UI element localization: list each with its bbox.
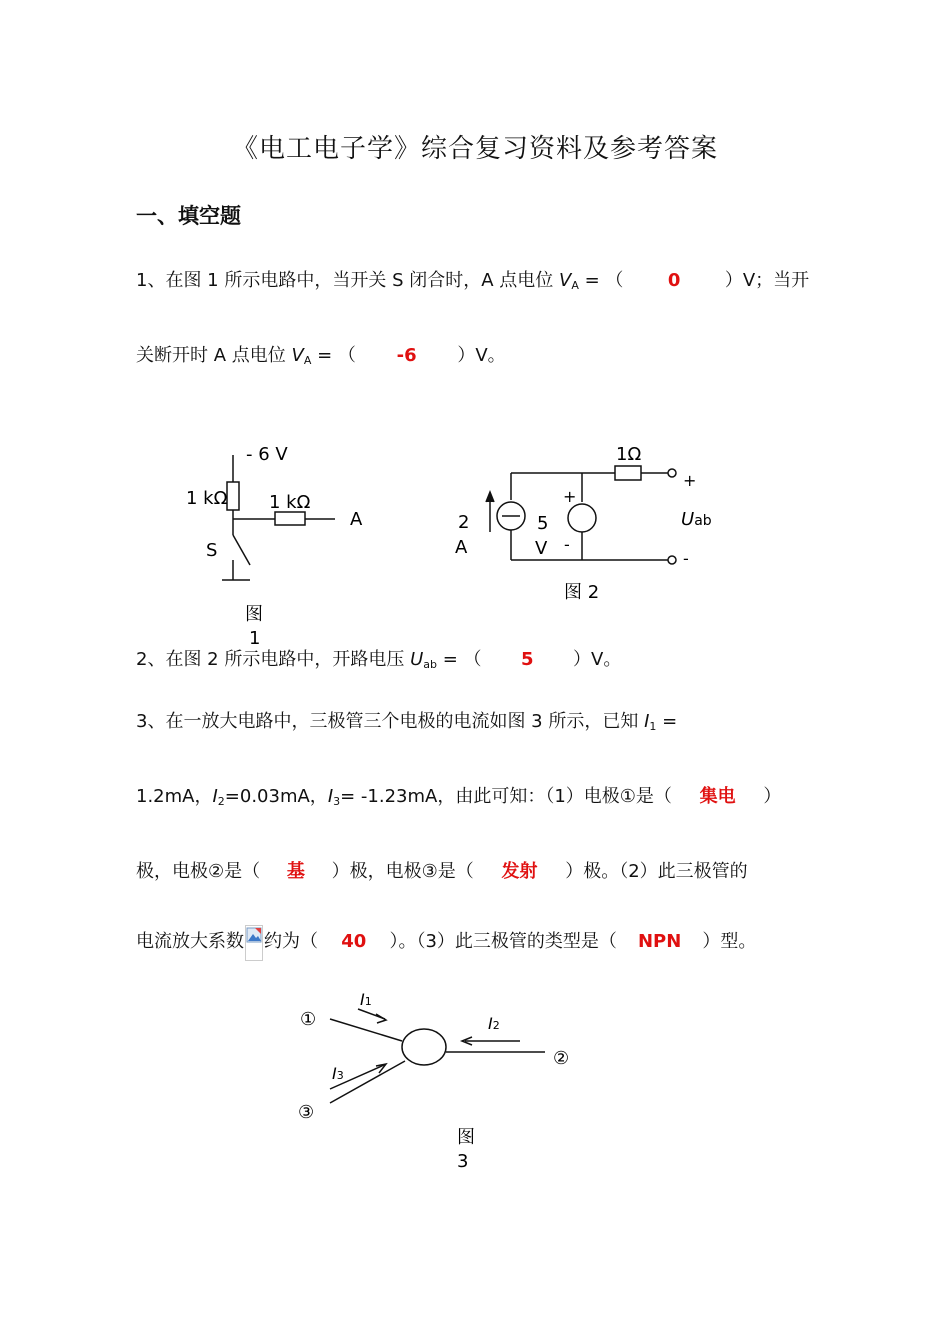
q1-text-b: ）V；当开 [724, 270, 810, 291]
q3-answer-5: NPN [637, 931, 682, 952]
q1-text: 1、在图 1 所示电路中，当开关 S 闭合时，A 点电位 [136, 270, 554, 291]
fig1-switch-blade [233, 535, 250, 565]
fig2-vs-val-1: 5 [537, 513, 549, 534]
q3-text-2d: ） [763, 786, 782, 807]
fig1-resistor-2 [275, 512, 305, 525]
figure-2-circuit [450, 440, 730, 610]
page-title: 《电工电子学》综合复习资料及参考答案 [231, 134, 718, 164]
q1-var: V [558, 270, 572, 291]
fig3-i2: I [488, 1014, 493, 1033]
fig3-transistor-body [402, 1029, 446, 1065]
fig3-i1: I [360, 990, 365, 1009]
fig3-i3: I [332, 1064, 337, 1083]
fig1-switch-label: S [206, 540, 218, 561]
fig2-u-label [681, 509, 712, 530]
fig3-electrode-3: ③ [298, 1102, 315, 1123]
q3-text-4c: ）。（3）此三极管的类型是（ [389, 931, 617, 952]
question-2 [136, 645, 621, 671]
q3-text-2a: 1.2mA， [136, 786, 213, 807]
fig1-supply-label: - 6 V [246, 444, 288, 465]
fig2-r-label: 1Ω [616, 444, 642, 465]
q3-answer-2: 基 [286, 861, 305, 882]
fig2-u-sub: ab [694, 513, 712, 529]
q3-answer-1: 集电 [699, 786, 736, 807]
q1-text-c: 关断开时 A 点电位 [136, 345, 286, 366]
question-3-line-1 [136, 707, 677, 733]
fig2-terminal-bottom [668, 556, 676, 564]
q3-eq: = [656, 711, 678, 732]
q3-text-3b: ）极，电极③是（ [331, 861, 474, 882]
question-3-line-2 [136, 782, 781, 808]
question-3-line-4 [136, 925, 756, 961]
q2-answer: 5 [521, 649, 534, 670]
fig3-electrode-3-wire [330, 1061, 405, 1103]
q3-text-3a: 极，电极②是（ [136, 861, 261, 882]
fig2-cs-val-2: A [455, 537, 468, 558]
fig2-vs-minus: - [564, 535, 570, 554]
fig2-u: U [681, 509, 695, 530]
q3-i2: I [212, 786, 218, 807]
fig3-electrode-2: ② [553, 1048, 570, 1069]
fig2-voltage-source [568, 504, 596, 532]
figure-1-circuit [170, 430, 400, 660]
fig3-i3-sub: 3 [336, 1069, 344, 1082]
fig2-cs-val-1: 2 [458, 512, 470, 533]
q3-text-4b: 约为（ [264, 931, 318, 952]
fig2-vs-val-2: V [535, 538, 548, 559]
q1-text-d: ）V。 [457, 345, 506, 366]
fig3-caption-1: 图 [457, 1127, 475, 1148]
fig3-electrode-1: ① [300, 1009, 317, 1030]
q3-answer-3: 发射 [501, 861, 538, 882]
question-3-line-3 [136, 857, 748, 883]
question-1-line-1 [136, 266, 809, 292]
fig3-electrode-1-wire [330, 1019, 402, 1041]
fig3-i3-label [332, 1064, 344, 1083]
q3-text-4a: 电流放大系数 [136, 931, 244, 952]
section-heading: 一、填空题 [136, 204, 241, 228]
figure-3-transistor [290, 985, 590, 1185]
q3-i1: I [644, 711, 650, 732]
q2-eq: = （ [437, 649, 482, 670]
q3-text-1: 3、在一放大电路中，三极管三个电极的电流如图 3 所示，已知 [136, 711, 639, 732]
q3-text-4d: ）型。 [702, 931, 757, 952]
q1-eq: = （ [578, 270, 624, 291]
q1-var-sub: A [571, 279, 579, 292]
q1-answer-2: -6 [396, 345, 417, 366]
fig2-minus-out: - [683, 549, 689, 568]
fig1-caption-2: 1 [249, 628, 261, 649]
q3-i1-sub: 1 [649, 720, 657, 733]
fig3-i1-sub: 1 [364, 995, 372, 1008]
fig1-node-label: A [350, 509, 363, 530]
question-1-line-2 [136, 341, 506, 367]
q3-text-3c: ）极。（2）此三极管的 [565, 861, 748, 882]
q3-i3-sub: 3 [333, 795, 341, 808]
fig1-caption-1: 图 [245, 604, 263, 625]
fig2-plus-out: + [683, 471, 697, 490]
q1-var-2: V [291, 345, 304, 366]
q2-text: 2、在图 2 所示电路中，开路电压 [136, 649, 405, 670]
q1-answer-1: 0 [667, 270, 681, 291]
q3-i2-sub: 2 [217, 795, 225, 808]
q1-var-sub-2: A [303, 354, 312, 367]
fig1-r1-label: 1 kΩ [186, 488, 228, 509]
fig2-vs-plus: + [563, 487, 577, 506]
q3-text-2c: = -1.23mA，由此可知：（1）电极①是（ [340, 786, 672, 807]
fig1-resistor-1 [227, 482, 239, 510]
q3-answer-4: 40 [341, 931, 367, 952]
q3-text-2b: =0.03mA， [224, 786, 328, 807]
fig1-r2-label: 1 kΩ [269, 492, 311, 513]
q2-var: U [410, 649, 424, 670]
q2-var-sub: ab [423, 658, 438, 671]
fig2-resistor [615, 466, 641, 480]
fig3-caption-2: 3 [457, 1151, 469, 1172]
broken-image-icon [245, 925, 263, 961]
q1-eq-2: = （ [311, 345, 356, 366]
fig3-i1-label [360, 990, 372, 1009]
q3-i3: I [327, 786, 334, 807]
fig3-i2-sub: 2 [492, 1019, 500, 1032]
q2-text-b: ）V。 [573, 649, 622, 670]
fig2-caption: 图 2 [564, 582, 600, 603]
fig2-terminal-top [668, 469, 676, 477]
fig3-i2-label [488, 1014, 500, 1033]
